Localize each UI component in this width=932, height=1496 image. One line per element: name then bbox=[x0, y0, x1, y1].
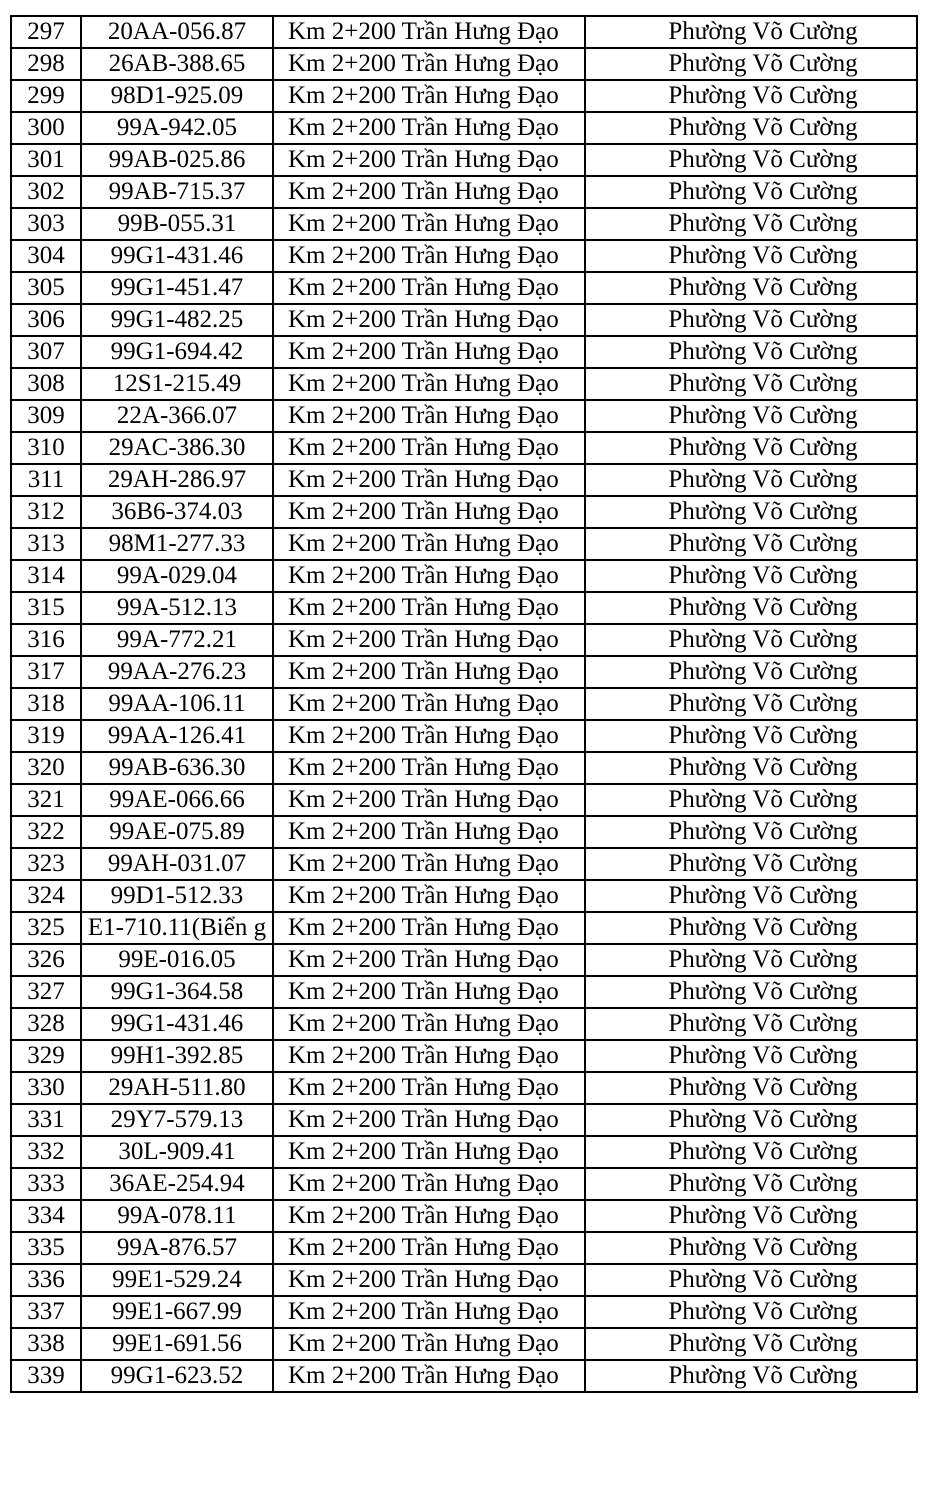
cell-stt: 332 bbox=[11, 1136, 81, 1168]
cell-ward: Phường Võ Cường bbox=[585, 1168, 917, 1200]
cell-location: Km 2+200 Trần Hưng Đạo bbox=[273, 496, 585, 528]
cell-location: Km 2+200 Trần Hưng Đạo bbox=[273, 720, 585, 752]
table-row bbox=[11, 1328, 917, 1360]
cell-location: Km 2+200 Trần Hưng Đạo bbox=[273, 16, 585, 48]
cell-plate: 99AA-106.11 bbox=[81, 688, 273, 720]
cell-stt: 297 bbox=[11, 16, 81, 48]
cell-plate: 99D1-512.33 bbox=[81, 880, 273, 912]
cell-plate: 36B6-374.03 bbox=[81, 496, 273, 528]
table-row bbox=[11, 1232, 917, 1264]
cell-plate: 99G1-623.52 bbox=[81, 1360, 273, 1392]
cell-plate: 99A-078.11 bbox=[81, 1200, 273, 1232]
table-row bbox=[11, 528, 917, 560]
cell-ward: Phường Võ Cường bbox=[585, 112, 917, 144]
cell-ward: Phường Võ Cường bbox=[585, 208, 917, 240]
cell-plate: 99E1-691.56 bbox=[81, 1328, 273, 1360]
cell-plate: 20AA-056.87 bbox=[81, 16, 273, 48]
cell-plate: 99A-876.57 bbox=[81, 1232, 273, 1264]
table-row bbox=[11, 1296, 917, 1328]
cell-plate: 99G1-694.42 bbox=[81, 336, 273, 368]
cell-location: Km 2+200 Trần Hưng Đạo bbox=[273, 688, 585, 720]
table-row bbox=[11, 1008, 917, 1040]
cell-stt: 306 bbox=[11, 304, 81, 336]
table-row bbox=[11, 432, 917, 464]
table-row bbox=[11, 1104, 917, 1136]
cell-plate: 98D1-925.09 bbox=[81, 80, 273, 112]
table-row bbox=[11, 912, 917, 944]
table-row bbox=[11, 720, 917, 752]
cell-location: Km 2+200 Trần Hưng Đạo bbox=[273, 144, 585, 176]
cell-location: Km 2+200 Trần Hưng Đạo bbox=[273, 912, 585, 944]
table-row bbox=[11, 336, 917, 368]
cell-stt: 307 bbox=[11, 336, 81, 368]
cell-stt: 318 bbox=[11, 688, 81, 720]
table-row bbox=[11, 272, 917, 304]
cell-location: Km 2+200 Trần Hưng Đạo bbox=[273, 624, 585, 656]
cell-plate: 29AH-286.97 bbox=[81, 464, 273, 496]
cell-stt: 311 bbox=[11, 464, 81, 496]
table-row bbox=[11, 1136, 917, 1168]
cell-stt: 326 bbox=[11, 944, 81, 976]
cell-stt: 315 bbox=[11, 592, 81, 624]
table-row bbox=[11, 1360, 917, 1392]
cell-ward: Phường Võ Cường bbox=[585, 272, 917, 304]
cell-stt: 299 bbox=[11, 80, 81, 112]
cell-location: Km 2+200 Trần Hưng Đạo bbox=[273, 1264, 585, 1296]
cell-location: Km 2+200 Trần Hưng Đạo bbox=[273, 592, 585, 624]
cell-plate: 99E1-529.24 bbox=[81, 1264, 273, 1296]
cell-stt: 303 bbox=[11, 208, 81, 240]
table-row bbox=[11, 208, 917, 240]
cell-stt: 331 bbox=[11, 1104, 81, 1136]
cell-plate: 36AE-254.94 bbox=[81, 1168, 273, 1200]
cell-ward: Phường Võ Cường bbox=[585, 720, 917, 752]
cell-ward: Phường Võ Cường bbox=[585, 688, 917, 720]
cell-plate: 99A-772.21 bbox=[81, 624, 273, 656]
cell-stt: 334 bbox=[11, 1200, 81, 1232]
cell-plate: 99G1-431.46 bbox=[81, 1008, 273, 1040]
cell-plate: 99AA-126.41 bbox=[81, 720, 273, 752]
cell-ward: Phường Võ Cường bbox=[585, 656, 917, 688]
table-row bbox=[11, 496, 917, 528]
cell-plate: 99E-016.05 bbox=[81, 944, 273, 976]
table-row bbox=[11, 1264, 917, 1296]
cell-ward: Phường Võ Cường bbox=[585, 1232, 917, 1264]
cell-location: Km 2+200 Trần Hưng Đạo bbox=[273, 464, 585, 496]
cell-plate: 22A-366.07 bbox=[81, 400, 273, 432]
cell-location: Km 2+200 Trần Hưng Đạo bbox=[273, 1360, 585, 1392]
cell-stt: 313 bbox=[11, 528, 81, 560]
table-row bbox=[11, 656, 917, 688]
cell-location: Km 2+200 Trần Hưng Đạo bbox=[273, 336, 585, 368]
table-row bbox=[11, 976, 917, 1008]
cell-ward: Phường Võ Cường bbox=[585, 816, 917, 848]
cell-stt: 310 bbox=[11, 432, 81, 464]
table-row bbox=[11, 592, 917, 624]
cell-stt: 327 bbox=[11, 976, 81, 1008]
cell-ward: Phường Võ Cường bbox=[585, 464, 917, 496]
table-row bbox=[11, 304, 917, 336]
cell-ward: Phường Võ Cường bbox=[585, 240, 917, 272]
cell-ward: Phường Võ Cường bbox=[585, 624, 917, 656]
cell-location: Km 2+200 Trần Hưng Đạo bbox=[273, 176, 585, 208]
cell-ward: Phường Võ Cường bbox=[585, 1328, 917, 1360]
cell-location: Km 2+200 Trần Hưng Đạo bbox=[273, 880, 585, 912]
cell-ward: Phường Võ Cường bbox=[585, 912, 917, 944]
cell-location: Km 2+200 Trần Hưng Đạo bbox=[273, 368, 585, 400]
cell-plate: 99A-512.13 bbox=[81, 592, 273, 624]
table-row bbox=[11, 816, 917, 848]
table-row bbox=[11, 784, 917, 816]
cell-ward: Phường Võ Cường bbox=[585, 16, 917, 48]
cell-plate: 99AB-636.30 bbox=[81, 752, 273, 784]
table-row bbox=[11, 240, 917, 272]
cell-stt: 324 bbox=[11, 880, 81, 912]
cell-stt: 317 bbox=[11, 656, 81, 688]
cell-plate: 29Y7-579.13 bbox=[81, 1104, 273, 1136]
cell-ward: Phường Võ Cường bbox=[585, 1040, 917, 1072]
cell-stt: 322 bbox=[11, 816, 81, 848]
cell-location: Km 2+200 Trần Hưng Đạo bbox=[273, 112, 585, 144]
cell-stt: 319 bbox=[11, 720, 81, 752]
table-row bbox=[11, 144, 917, 176]
cell-plate: 99G1-482.25 bbox=[81, 304, 273, 336]
cell-location: Km 2+200 Trần Hưng Đạo bbox=[273, 816, 585, 848]
cell-ward: Phường Võ Cường bbox=[585, 848, 917, 880]
cell-plate: 26AB-388.65 bbox=[81, 48, 273, 80]
cell-location: Km 2+200 Trần Hưng Đạo bbox=[273, 1168, 585, 1200]
cell-ward: Phường Võ Cường bbox=[585, 176, 917, 208]
cell-location: Km 2+200 Trần Hưng Đạo bbox=[273, 1328, 585, 1360]
cell-stt: 320 bbox=[11, 752, 81, 784]
table-body bbox=[11, 16, 917, 1392]
cell-stt: 330 bbox=[11, 1072, 81, 1104]
cell-stt: 308 bbox=[11, 368, 81, 400]
cell-location: Km 2+200 Trần Hưng Đạo bbox=[273, 784, 585, 816]
table-row bbox=[11, 400, 917, 432]
table-row bbox=[11, 752, 917, 784]
cell-stt: 305 bbox=[11, 272, 81, 304]
cell-stt: 333 bbox=[11, 1168, 81, 1200]
cell-location: Km 2+200 Trần Hưng Đạo bbox=[273, 1072, 585, 1104]
cell-ward: Phường Võ Cường bbox=[585, 592, 917, 624]
table-row bbox=[11, 1040, 917, 1072]
cell-ward: Phường Võ Cường bbox=[585, 496, 917, 528]
cell-stt: 300 bbox=[11, 112, 81, 144]
table-row bbox=[11, 560, 917, 592]
table-row bbox=[11, 112, 917, 144]
cell-stt: 336 bbox=[11, 1264, 81, 1296]
cell-stt: 309 bbox=[11, 400, 81, 432]
table-row bbox=[11, 944, 917, 976]
table-row bbox=[11, 368, 917, 400]
violation-table bbox=[10, 15, 918, 1393]
cell-ward: Phường Võ Cường bbox=[585, 784, 917, 816]
cell-stt: 329 bbox=[11, 1040, 81, 1072]
cell-stt: 301 bbox=[11, 144, 81, 176]
cell-stt: 314 bbox=[11, 560, 81, 592]
cell-plate: 99AH-031.07 bbox=[81, 848, 273, 880]
cell-stt: 321 bbox=[11, 784, 81, 816]
cell-ward: Phường Võ Cường bbox=[585, 1296, 917, 1328]
cell-plate: 99G1-364.58 bbox=[81, 976, 273, 1008]
table-row bbox=[11, 1168, 917, 1200]
cell-location: Km 2+200 Trần Hưng Đạo bbox=[273, 848, 585, 880]
table-row bbox=[11, 80, 917, 112]
cell-stt: 337 bbox=[11, 1296, 81, 1328]
cell-plate: 12S1-215.49 bbox=[81, 368, 273, 400]
cell-location: Km 2+200 Trần Hưng Đạo bbox=[273, 400, 585, 432]
cell-plate: 99A-942.05 bbox=[81, 112, 273, 144]
cell-stt: 316 bbox=[11, 624, 81, 656]
cell-ward: Phường Võ Cường bbox=[585, 976, 917, 1008]
cell-plate: 99AB-025.86 bbox=[81, 144, 273, 176]
cell-ward: Phường Võ Cường bbox=[585, 1104, 917, 1136]
cell-stt: 323 bbox=[11, 848, 81, 880]
cell-ward: Phường Võ Cường bbox=[585, 1264, 917, 1296]
cell-ward: Phường Võ Cường bbox=[585, 1200, 917, 1232]
cell-plate: 99G1-451.47 bbox=[81, 272, 273, 304]
table-row bbox=[11, 688, 917, 720]
cell-location: Km 2+200 Trần Hưng Đạo bbox=[273, 240, 585, 272]
cell-ward: Phường Võ Cường bbox=[585, 1136, 917, 1168]
cell-plate: 99B-055.31 bbox=[81, 208, 273, 240]
cell-stt: 304 bbox=[11, 240, 81, 272]
cell-ward: Phường Võ Cường bbox=[585, 528, 917, 560]
cell-stt: 325 bbox=[11, 912, 81, 944]
cell-ward: Phường Võ Cường bbox=[585, 80, 917, 112]
cell-location: Km 2+200 Trần Hưng Đạo bbox=[273, 432, 585, 464]
cell-plate: 29AC-386.30 bbox=[81, 432, 273, 464]
cell-stt: 335 bbox=[11, 1232, 81, 1264]
table-row bbox=[11, 1200, 917, 1232]
table-row bbox=[11, 48, 917, 80]
cell-stt: 328 bbox=[11, 1008, 81, 1040]
cell-ward: Phường Võ Cường bbox=[585, 48, 917, 80]
cell-location: Km 2+200 Trần Hưng Đạo bbox=[273, 528, 585, 560]
cell-plate: 99E1-667.99 bbox=[81, 1296, 273, 1328]
cell-stt: 298 bbox=[11, 48, 81, 80]
cell-plate: E1-710.11(Biển g bbox=[81, 912, 273, 944]
cell-location: Km 2+200 Trần Hưng Đạo bbox=[273, 48, 585, 80]
cell-ward: Phường Võ Cường bbox=[585, 400, 917, 432]
cell-location: Km 2+200 Trần Hưng Đạo bbox=[273, 1136, 585, 1168]
cell-location: Km 2+200 Trần Hưng Đạo bbox=[273, 1008, 585, 1040]
cell-ward: Phường Võ Cường bbox=[585, 880, 917, 912]
table-row bbox=[11, 880, 917, 912]
cell-stt: 338 bbox=[11, 1328, 81, 1360]
cell-location: Km 2+200 Trần Hưng Đạo bbox=[273, 1200, 585, 1232]
table-row bbox=[11, 16, 917, 48]
table-row bbox=[11, 176, 917, 208]
cell-plate: 99H1-392.85 bbox=[81, 1040, 273, 1072]
cell-plate: 99AB-715.37 bbox=[81, 176, 273, 208]
cell-plate: 99AA-276.23 bbox=[81, 656, 273, 688]
cell-ward: Phường Võ Cường bbox=[585, 144, 917, 176]
cell-location: Km 2+200 Trần Hưng Đạo bbox=[273, 560, 585, 592]
cell-location: Km 2+200 Trần Hưng Đạo bbox=[273, 1296, 585, 1328]
cell-location: Km 2+200 Trần Hưng Đạo bbox=[273, 976, 585, 1008]
cell-plate: 30L-909.41 bbox=[81, 1136, 273, 1168]
cell-ward: Phường Võ Cường bbox=[585, 1072, 917, 1104]
cell-location: Km 2+200 Trần Hưng Đạo bbox=[273, 304, 585, 336]
cell-ward: Phường Võ Cường bbox=[585, 560, 917, 592]
cell-location: Km 2+200 Trần Hưng Đạo bbox=[273, 272, 585, 304]
cell-stt: 339 bbox=[11, 1360, 81, 1392]
cell-ward: Phường Võ Cường bbox=[585, 432, 917, 464]
table-row bbox=[11, 464, 917, 496]
cell-location: Km 2+200 Trần Hưng Đạo bbox=[273, 752, 585, 784]
cell-location: Km 2+200 Trần Hưng Đạo bbox=[273, 656, 585, 688]
cell-ward: Phường Võ Cường bbox=[585, 944, 917, 976]
cell-location: Km 2+200 Trần Hưng Đạo bbox=[273, 1232, 585, 1264]
cell-plate: 99G1-431.46 bbox=[81, 240, 273, 272]
cell-ward: Phường Võ Cường bbox=[585, 1360, 917, 1392]
cell-ward: Phường Võ Cường bbox=[585, 368, 917, 400]
cell-location: Km 2+200 Trần Hưng Đạo bbox=[273, 944, 585, 976]
cell-location: Km 2+200 Trần Hưng Đạo bbox=[273, 80, 585, 112]
cell-ward: Phường Võ Cường bbox=[585, 336, 917, 368]
cell-ward: Phường Võ Cường bbox=[585, 1008, 917, 1040]
cell-stt: 312 bbox=[11, 496, 81, 528]
table-row bbox=[11, 848, 917, 880]
document-page bbox=[10, 15, 916, 1393]
cell-location: Km 2+200 Trần Hưng Đạo bbox=[273, 1104, 585, 1136]
cell-ward: Phường Võ Cường bbox=[585, 752, 917, 784]
table-row bbox=[11, 1072, 917, 1104]
cell-plate: 99AE-066.66 bbox=[81, 784, 273, 816]
table-row bbox=[11, 624, 917, 656]
cell-stt: 302 bbox=[11, 176, 81, 208]
cell-plate: 29AH-511.80 bbox=[81, 1072, 273, 1104]
cell-location: Km 2+200 Trần Hưng Đạo bbox=[273, 1040, 585, 1072]
cell-plate: 99A-029.04 bbox=[81, 560, 273, 592]
cell-location: Km 2+200 Trần Hưng Đạo bbox=[273, 208, 585, 240]
cell-plate: 99AE-075.89 bbox=[81, 816, 273, 848]
cell-ward: Phường Võ Cường bbox=[585, 304, 917, 336]
cell-plate: 98M1-277.33 bbox=[81, 528, 273, 560]
